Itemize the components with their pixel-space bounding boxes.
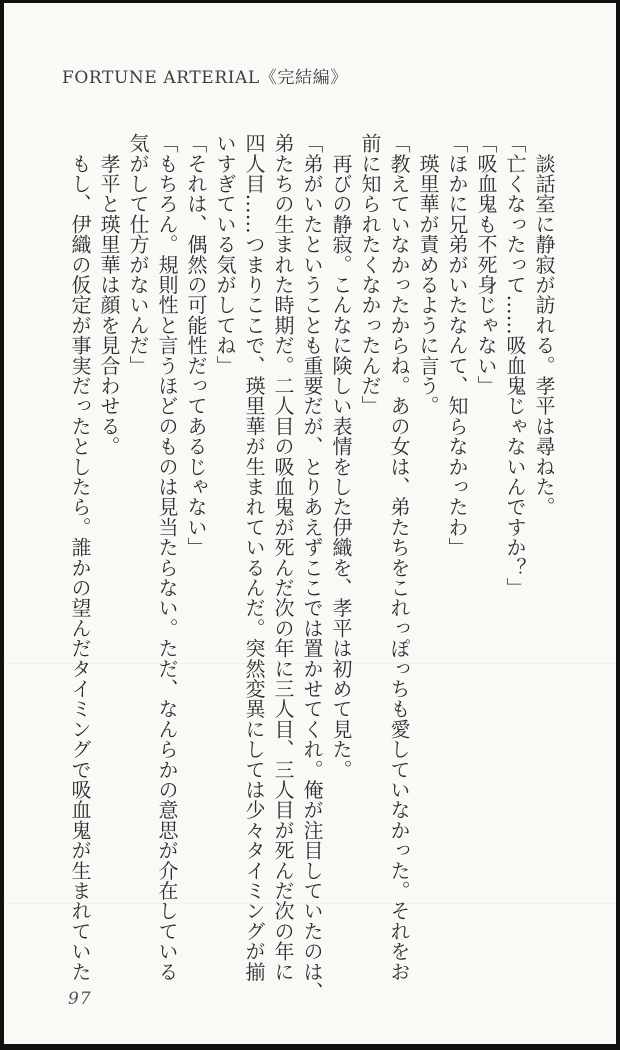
- paragraph: [442, 133, 471, 978]
- text-line: 「吸血鬼も不死身じゃない」: [474, 133, 498, 396]
- text-line: 再びの静寂。こんなに険しい表情をした伊織を、孝平は初めて見た。: [329, 133, 353, 780]
- text-line: いすぎている気がしてね」: [213, 133, 237, 376]
- paragraph: [529, 133, 558, 978]
- text-line: 「亡くなったって……吸血鬼じゃないんですか？」: [503, 133, 527, 598]
- running-header: FORTUNE ARTERIAL《完結編》: [62, 68, 348, 88]
- text-line: 孝平と瑛里華は顔を見合わせる。: [97, 133, 121, 457]
- text-line: もし、伊織の仮定が事実だったとしたら。誰かの望んだタイミングで吸血鬼が生まれていた: [68, 133, 92, 982]
- text-line: 「もちろん。規則性と言うほどのものは見当たらない。ただ、なんらかの意思が介在している: [155, 133, 179, 982]
- text-line: 気がして仕方がないんだ」: [126, 133, 150, 376]
- text-line: 談話室に静寂が訪れる。孝平は尋ねた。: [532, 133, 556, 517]
- paragraph: [65, 133, 94, 982]
- text-line: 「ほかに兄弟がいたなんて、知らなかったわ」: [445, 133, 469, 558]
- text-line: 「教えていなかったからね。あの女は、弟たちをこれっぽっちも愛していなかった。それをお: [387, 133, 411, 982]
- paragraph: [413, 133, 442, 978]
- text-line: 「それは、偶然の可能性だってあるじゃない」: [184, 133, 208, 558]
- text-line: 瑛里華が責めるように言う。: [416, 133, 440, 416]
- paragraph: [210, 133, 326, 1002]
- paragraph: [181, 133, 210, 978]
- paragraph: [355, 133, 413, 982]
- paragraph: [471, 133, 500, 978]
- paragraph: [94, 133, 123, 978]
- paragraph: [123, 133, 181, 982]
- paragraph: [326, 133, 355, 978]
- page-number: 97: [68, 989, 92, 1009]
- book-page: [4, 3, 616, 1044]
- paragraph: [500, 133, 529, 978]
- text-line: 弟たちの生まれた時期だ。二人目の吸血鬼が死んだ次の年に三人目、三人目が死んだ次の年に: [271, 133, 295, 982]
- text-line: 「弟がいたということも重要だが、とりあえずここでは置かせてくれ。俺が注目していたのは、: [300, 133, 324, 1002]
- text-line: 前に知られたくなかったんだ」: [358, 133, 382, 416]
- text-line: 四人目……つまりここで、瑛里華が生まれているんだ。突然変異にしては少々タイミングが揃: [242, 133, 266, 982]
